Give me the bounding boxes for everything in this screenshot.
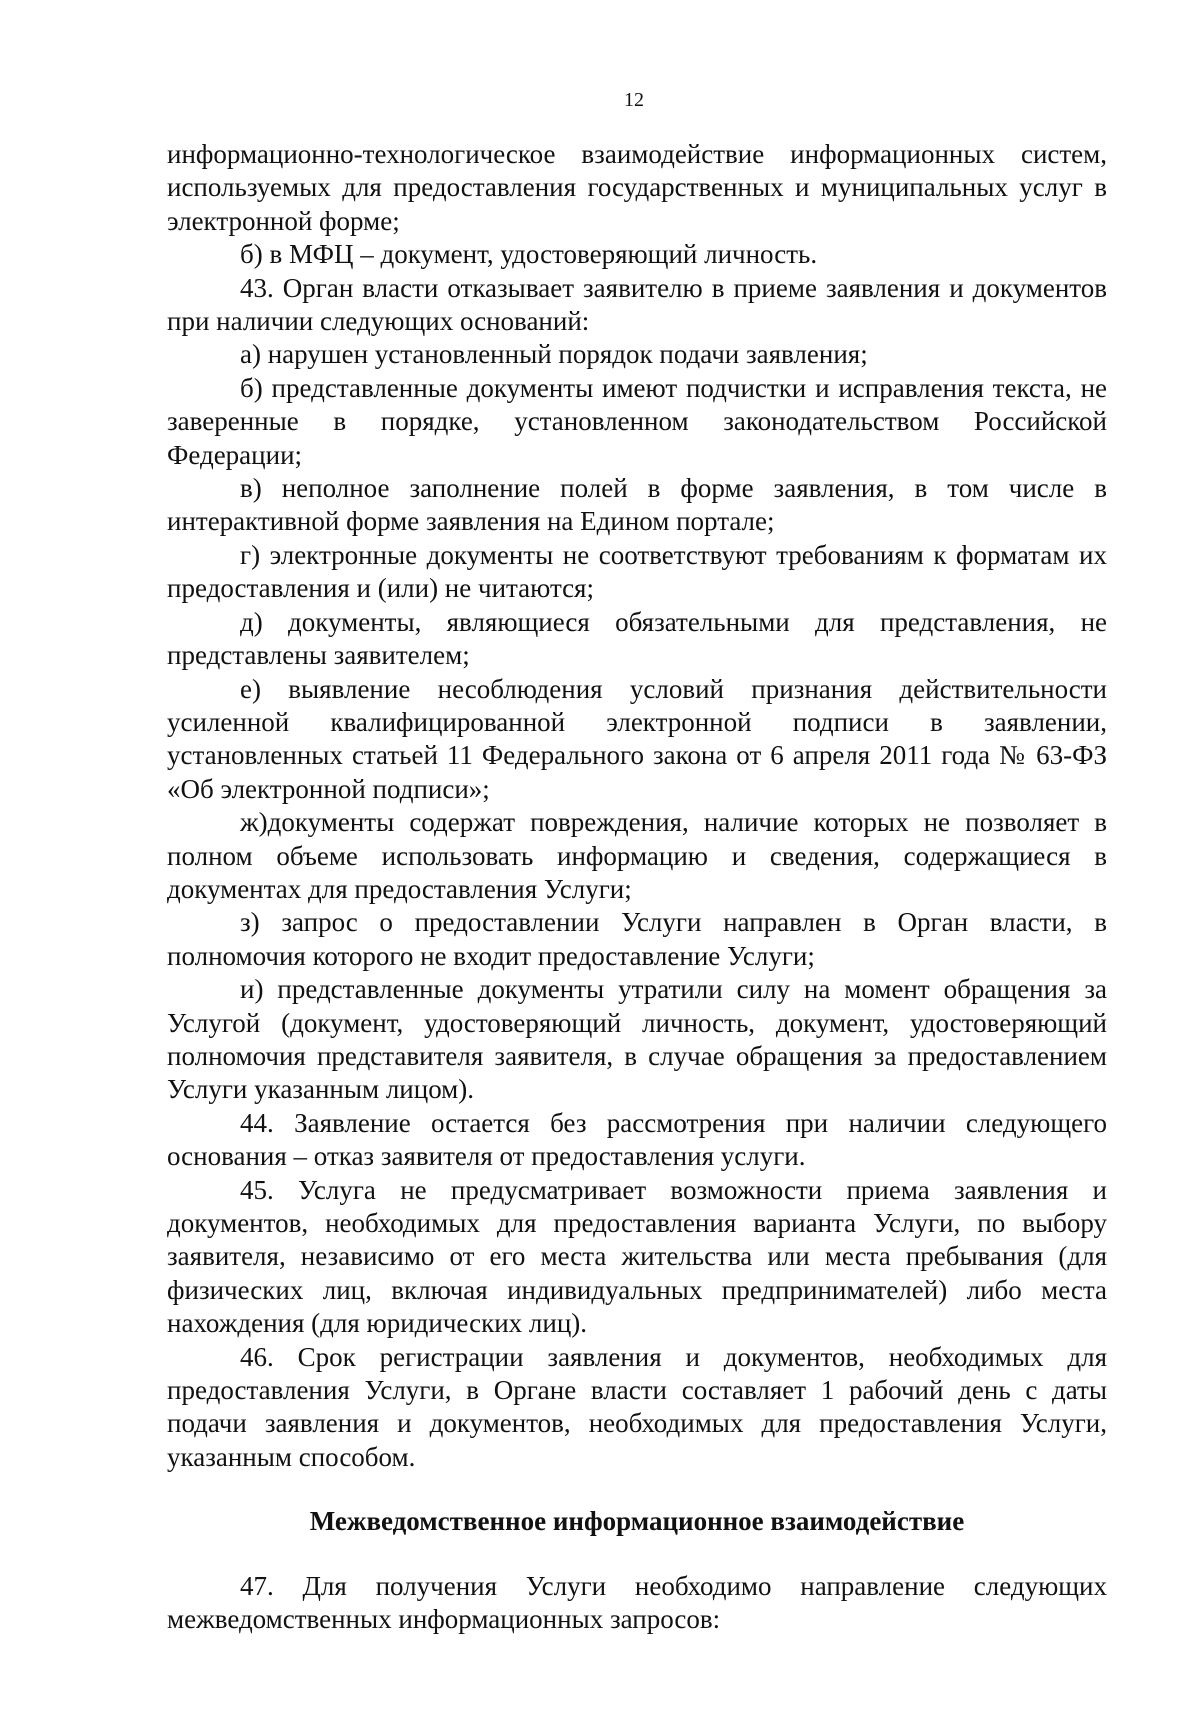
document-body (167, 138, 1107, 1636)
paragraph-continuation: информационно-технологическое взаимодействие информационных систем, используемых для предоставления государственных и муниципальных услуг в электронной форме; (167, 139, 1107, 236)
paragraph-43: 43. Орган власти отказывает заявителю в приеме заявления и документов при наличии следующих оснований: (167, 272, 1107, 337)
section-title: Межведомственное информационное взаимодействие (309, 1506, 965, 1537)
paragraph-44: 44. Заявление остается без рассмотрения при наличии следующего основания – отказ заявителя от предоставления услуги. (167, 1107, 1107, 1172)
paragraph-43-i: и) представленные документы утратили силу на момент обращения за Услугой (документ, удостоверяющий личность, документ, удостоверяющий полномочия представителя заявителя, в случае обращения за предоставлением Услуги указанным лицом). (167, 974, 1107, 1105)
paragraph-43-zh: ж)документы содержат повреждения, наличие которых не позволяет в полном объеме использовать информацию и сведения, содержащиеся в документах для предоставления Услуги; (167, 807, 1107, 904)
paragraph-item-b-mfc: б) в МФЦ – документ, удостоверяющий личность. (240, 239, 818, 270)
page-number: 12 (624, 89, 644, 111)
paragraph-45: 45. Услуга не предусматривает возможности приема заявления и документов, необходимых для предоставления варианта Услуги, по выбору заявителя, независимо от его места жительства или места пребывания (для физических лиц, включая индивидуальных предпринимателей) либо места нахождения (для юридических лиц). (167, 1174, 1107, 1339)
paragraph-43-a: а) нарушен установленный порядок подачи заявления; (240, 339, 868, 370)
paragraph-43-e: е) выявление несоблюдения условий признания действительности усиленной квалифицированной электронной подписи в заявлении, установленных статьей 11 Федерального закона от 6 апреля 2011 года № 63-ФЗ «Об электронной подписи»; (167, 673, 1107, 804)
paragraph-43-v: в) неполное заполнение полей в форме заявления, в том числе в интерактивной форме заявления на Едином портале; (167, 473, 1107, 537)
paragraph-47: 47. Для получения Услуги необходимо направление следующих межведомственных информационных запросов: (167, 1570, 1107, 1635)
paragraph-46: 46. Срок регистрации заявления и документов, необходимых для предоставления Услуги, в Органе власти составляет 1 рабочий день с даты подачи заявления и документов, необходимых для предоставления Услуги, указанным способом. (167, 1341, 1107, 1472)
paragraph-43-g: г) электронные документы не соответствуют требованиям к форматам их предоставления и (или) не читаются; (167, 539, 1107, 604)
paragraph-43-b: б) представленные документы имеют подчистки и исправления текста, не заверенные в порядке, установленном законодательством Российской Федерации; (167, 372, 1107, 470)
paragraph-43-z: з) запрос о предоставлении Услуги направлен в Орган власти, в полномочия которого не входит предоставление Услуги; (167, 907, 1107, 971)
paragraph-43-d: д) документы, являющиеся обязательными для представления, не представлены заявителем; (167, 606, 1107, 671)
